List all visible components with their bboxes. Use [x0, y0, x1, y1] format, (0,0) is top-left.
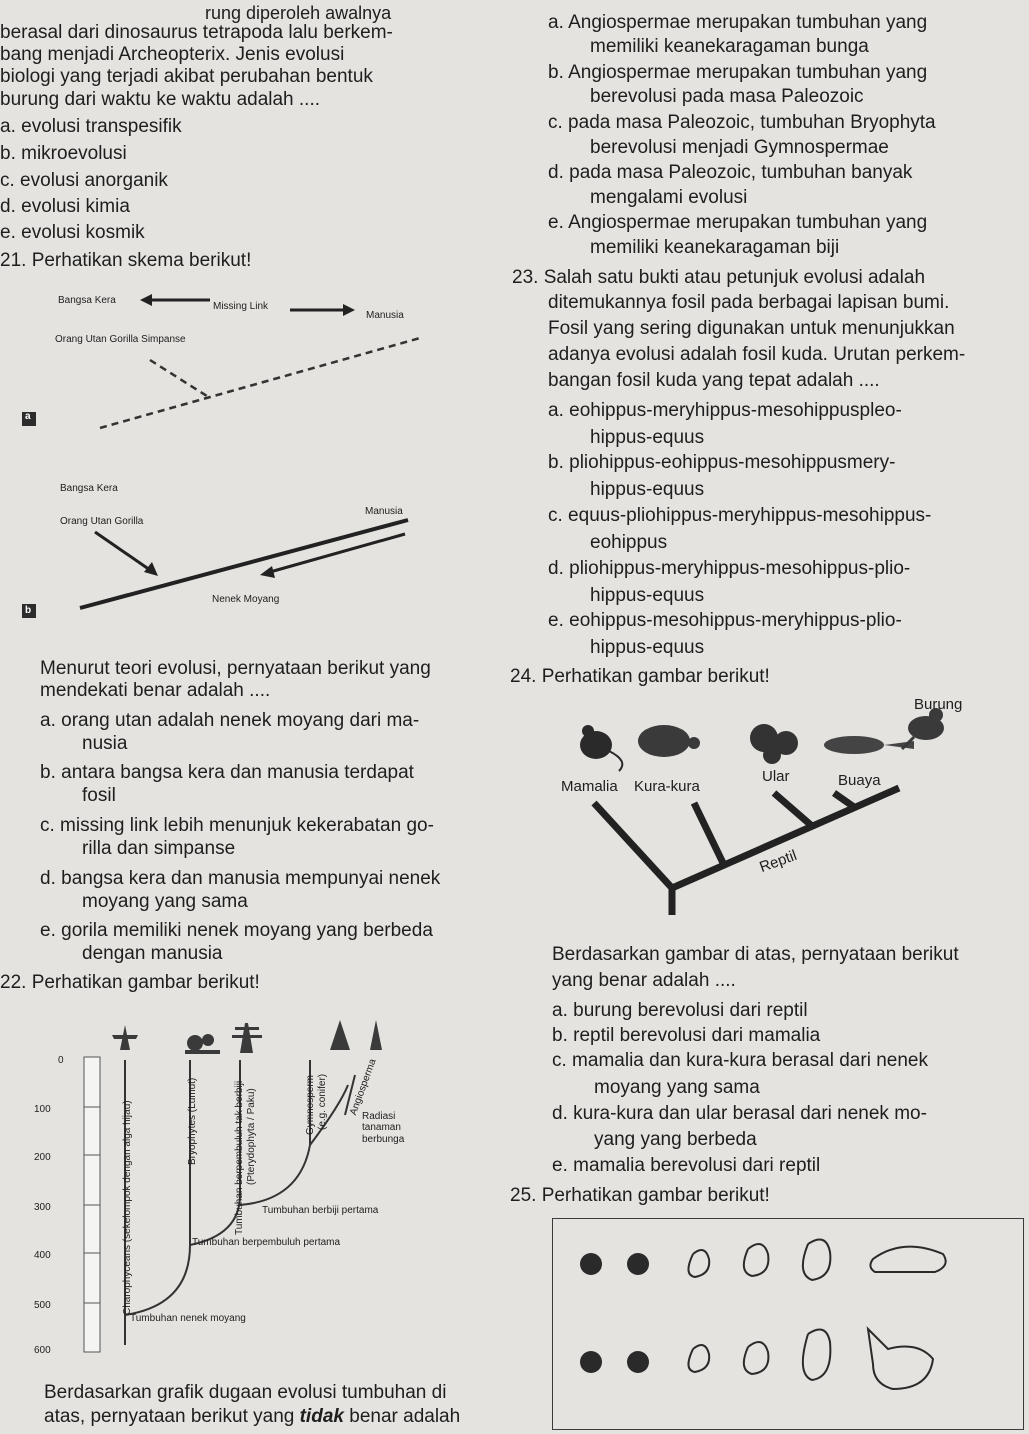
q22-option-b-cont: berevolusi pada masa Paleozoic — [590, 86, 864, 107]
q22-stem-2a: atas, pernyataan berikut yang — [44, 1406, 300, 1427]
q20-option-d[interactable]: d. evolusi kimia — [0, 196, 130, 217]
axis-100: 100 — [34, 1104, 51, 1115]
q24-option-d-cont: yang yang berbeda — [594, 1129, 757, 1150]
q20-line-1: berasal dari dinosaurus tetrapoda lalu berkem- — [0, 22, 393, 43]
q24-option-d[interactable]: d. kura-kura dan ular berasal dari nenek mo- — [552, 1103, 927, 1124]
q24-figure — [554, 693, 974, 923]
label-pembuluh: Tumbuhan berpembuluh tak berbiji — [234, 1080, 245, 1235]
q24-label-burung: Burung — [914, 696, 963, 713]
q21-option-b[interactable]: b. antara bangsa kera dan manusia terdapat — [40, 762, 414, 783]
label-angiosperm: Angiosperma — [348, 1057, 379, 1117]
q25-title: 25. Perhatikan gambar berikut! — [510, 1185, 770, 1206]
q24-label-mamalia: Mamalia — [561, 778, 618, 795]
q22-stem-tidak: tidak — [299, 1406, 344, 1427]
q20-line-2: bang menjadi Archeopterix. Jenis evolusi — [0, 44, 345, 65]
axis-400: 400 — [34, 1250, 51, 1261]
q22-option-a[interactable]: a. Angiospermae merupakan tumbuhan yang — [548, 12, 928, 33]
q20-option-b[interactable]: b. mikroevolusi — [0, 143, 127, 164]
q21-option-a[interactable]: a. orang utan adalah nenek moyang dari ma- — [40, 710, 420, 731]
fig-b-label: b — [25, 605, 32, 616]
q23-stem-3: adanya evolusi adalah fosil kuda. Urutan perkem- — [548, 344, 966, 365]
q21-option-e-cont: dengan manusia — [82, 943, 223, 964]
fig-a-manusia: Manusia — [366, 310, 404, 321]
q24-option-a[interactable]: a. burung berevolusi dari reptil — [552, 1000, 808, 1021]
q21-option-d-cont: moyang yang sama — [82, 891, 248, 912]
q23-option-d[interactable]: d. pliohippus-meryhippus-mesohippus-plio- — [548, 558, 911, 579]
q24-stem-0: Berdasarkan gambar di atas, pernyataan berikut — [552, 944, 959, 965]
label-radiasi-1: Radiasi — [362, 1111, 396, 1122]
q25-figure-svg — [553, 1219, 1023, 1429]
axis-0: 0 — [58, 1055, 64, 1066]
q22-option-a-cont: memiliki keanekaragaman bunga — [590, 36, 869, 57]
label-biji-pertama: Tumbuhan berbiji pertama — [262, 1205, 379, 1216]
fig-b-bangsa-kera: Bangsa Kera — [60, 483, 118, 494]
q22-stem-2 — [44, 1406, 460, 1428]
q23-option-a[interactable]: a. eohippus-meryhippus-mesohippuspleo- — [548, 400, 902, 421]
q22-option-c-cont: berevolusi menjadi Gymnospermae — [590, 137, 889, 158]
q23-option-b[interactable]: b. pliohippus-eohippus-mesohippusmery- — [548, 452, 896, 473]
label-charophyceans: Charophyceans (sekelompok dengan alga hijau) — [122, 1100, 133, 1315]
q20-line-3: biologi yang terjadi akibat perubahan bentuk — [0, 66, 373, 87]
q23-option-e-cont: hippus-equus — [590, 637, 705, 658]
q23-option-c[interactable]: c. equus-pliohippus-meryhippus-mesohippus- — [548, 505, 932, 526]
q21-figure-b — [0, 472, 490, 632]
label-pembuluh-pertama: Tumbuhan berpembuluh pertama — [192, 1237, 341, 1248]
q24-figure-svg — [554, 693, 974, 923]
q20-option-e[interactable]: e. evolusi kosmik — [0, 222, 145, 243]
q20-option-c[interactable]: c. evolusi anorganik — [0, 170, 168, 191]
q24-option-c-cont: moyang yang sama — [594, 1077, 760, 1098]
axis-300: 300 — [34, 1202, 51, 1213]
axis-600: 600 — [34, 1345, 51, 1356]
q21-option-c[interactable]: c. missing link lebih menunjuk kekerabatan go- — [40, 815, 434, 836]
q21-figure-a — [0, 280, 490, 450]
q20-line-0: rung diperoleh awalnya — [205, 3, 392, 23]
fig-a-label: a — [25, 411, 31, 422]
fig-b-manusia: Manusia — [365, 506, 403, 517]
q21-option-c-cont: rilla dan simpanse — [82, 838, 236, 859]
q25-figure — [552, 1218, 1024, 1430]
q24-title: 24. Perhatikan gambar berikut! — [510, 666, 770, 687]
fig-a-orang-utan: Orang Utan Gorilla Simpanse — [55, 334, 186, 345]
q21-title: 21. Perhatikan skema berikut! — [0, 250, 252, 271]
q21-stem-0: Menurut teori evolusi, pernyataan berikut yang — [40, 658, 431, 679]
q24-label-ular: Ular — [762, 768, 790, 785]
q21-stem-1: mendekati benar adalah .... — [40, 680, 271, 701]
q23-stem-1: ditemukannya fosil pada berbagai lapisan bumi. — [548, 292, 950, 313]
animal-mouse — [580, 725, 622, 771]
fig-a-missing-link: Missing Link — [213, 301, 269, 312]
q24-option-e[interactable]: e. mamalia berevolusi dari reptil — [552, 1155, 821, 1176]
label-radiasi-3: berbunga — [362, 1134, 405, 1145]
q21-option-a-cont: nusia — [82, 733, 128, 754]
q22-figure — [0, 1005, 500, 1360]
q23-stem-2: Fosil yang sering digunakan untuk menunjukkan — [548, 318, 955, 339]
animal-crocodile — [824, 736, 914, 754]
animal-snake — [750, 724, 798, 764]
q23-option-a-cont: hippus-equus — [590, 427, 705, 448]
label-pteridophyta: (Pterydophyta / Paku) — [246, 1088, 257, 1185]
label-conifer: (e.g. conifer) — [317, 1073, 328, 1130]
q21-figure-b-svg — [0, 472, 490, 632]
q22-option-c[interactable]: c. pada masa Paleozoic, tumbuhan Bryophyta — [548, 112, 936, 133]
q22-stem-1: Berdasarkan grafik dugaan evolusi tumbuhan di — [44, 1382, 447, 1403]
q22-stem-2c: benar adalah — [343, 1406, 461, 1427]
fig-b-nenek: Nenek Moyang — [212, 594, 280, 605]
q21-option-b-cont: fosil — [82, 785, 116, 806]
q23-option-d-cont: hippus-equus — [590, 585, 705, 606]
q22-option-d[interactable]: d. pada masa Paleozoic, tumbuhan banyak — [548, 162, 913, 183]
fig-b-orang-utan: Orang Utan Gorilla — [60, 516, 144, 527]
label-gymnosperm: Gymnosperm — [305, 1074, 316, 1135]
fig-a-bangsa-kera: Bangsa Kera — [58, 295, 116, 306]
q20-option-a[interactable]: a. evolusi transpesifik — [0, 116, 182, 137]
q22-option-d-cont: mengalami evolusi — [590, 187, 748, 208]
q20-line-4: burung dari waktu ke waktu adalah .... — [0, 89, 321, 110]
q24-label-kura: Kura-kura — [634, 778, 700, 795]
q22-option-e-cont: memiliki keanekaragaman biji — [590, 237, 840, 258]
label-radiasi-2: tanaman — [362, 1122, 401, 1133]
q23-option-c-cont: eohippus — [590, 532, 668, 553]
q22-title: 22. Perhatikan gambar berikut! — [0, 972, 260, 993]
label-bryophytes: Bryophytes (Lumut) — [187, 1077, 198, 1165]
q21-option-e[interactable]: e. gorila memiliki nenek moyang yang berbeda — [40, 920, 433, 941]
q24-label-buaya: Buaya — [838, 772, 881, 789]
q24-option-b[interactable]: b. reptil berevolusi dari mamalia — [552, 1025, 821, 1046]
label-nenek: Tumbuhan nenek moyang — [130, 1313, 246, 1324]
q23-stem-0: 23. Salah satu bukti atau petunjuk evolusi adalah — [512, 267, 926, 288]
q23-stem-4: bangan fosil kuda yang tepat adalah .... — [548, 370, 880, 391]
axis-200: 200 — [34, 1152, 51, 1163]
q24-stem-1: yang benar adalah .... — [552, 970, 736, 991]
q22-option-b[interactable]: b. Angiospermae merupakan tumbuhan yang — [548, 62, 928, 83]
q24-label-reptil: Reptil — [757, 846, 800, 877]
animal-bird — [902, 708, 944, 749]
plant-icons — [112, 1020, 382, 1054]
q23-option-b-cont: hippus-equus — [590, 479, 705, 500]
axis-500: 500 — [34, 1300, 51, 1311]
animal-turtle — [638, 725, 700, 757]
q23-option-e[interactable]: e. eohippus-mesohippus-meryhippus-plio- — [548, 610, 902, 631]
q22-option-e[interactable]: e. Angiospermae merupakan tumbuhan yang — [548, 212, 928, 233]
q21-option-d[interactable]: d. bangsa kera dan manusia mempunyai nenek — [40, 868, 441, 889]
q24-option-c[interactable]: c. mamalia dan kura-kura berasal dari nenek — [552, 1050, 928, 1071]
